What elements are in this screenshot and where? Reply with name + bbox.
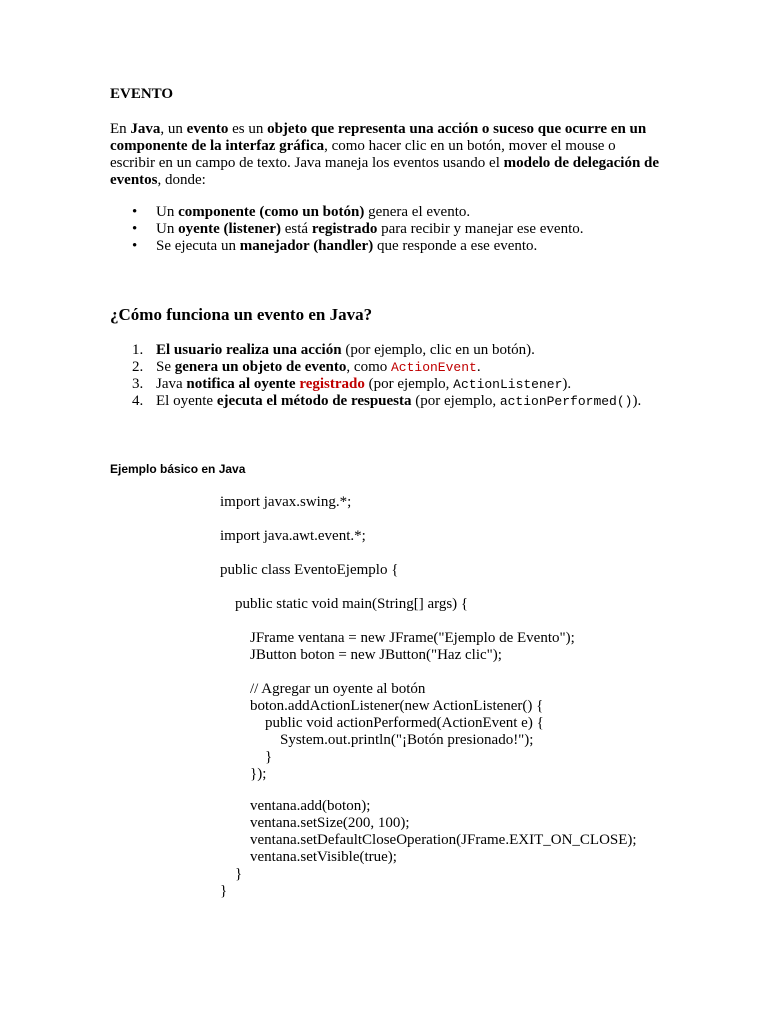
code-line: System.out.println("¡Botón presionado!"); <box>220 732 534 748</box>
step-text: Java <box>156 376 187 392</box>
intro-objeto: objeto que representa una acción o suceso que ocurre en un componente de la interfaz gráfica <box>110 121 647 154</box>
list-item <box>110 342 662 359</box>
bullet-bold: registrado <box>311 221 378 237</box>
step-code: ActionEvent <box>390 360 477 375</box>
list-item <box>110 376 662 393</box>
bullet-icon: • <box>132 204 138 220</box>
step-text: ). <box>632 393 642 409</box>
code-line: ventana.setVisible(true); <box>220 849 397 865</box>
step-text: (por ejemplo, clic en un botón). <box>341 342 535 358</box>
step-text: (por ejemplo, <box>411 393 500 409</box>
code-line: JFrame ventana = new JFrame("Ejemplo de Evento"); <box>220 630 575 646</box>
bullet-text: Un <box>156 221 179 237</box>
bullet-bold: manejador (handler) <box>239 238 374 254</box>
code-line: ventana.setSize(200, 100); <box>220 815 410 831</box>
code-line: JButton boton = new JButton("Haz clic"); <box>220 647 502 663</box>
bullet-bold: componente (como un botón) <box>178 204 365 220</box>
step-text: El oyente <box>156 393 217 409</box>
list-item <box>110 393 662 410</box>
code-line: public static void main(String[] args) { <box>220 596 469 612</box>
bullet-text: está <box>280 221 312 237</box>
example-title: Ejemplo básico en Java <box>110 462 246 476</box>
intro-evento: evento <box>186 121 229 137</box>
list-item <box>110 359 662 376</box>
intro-text-3: es un <box>228 121 268 137</box>
step-number: 4. <box>132 393 144 409</box>
intro-java: Java <box>130 121 161 137</box>
step-bold: notifica al oyente <box>186 376 296 392</box>
bullet-bold: oyente (listener) <box>178 221 281 237</box>
step-text: . <box>476 359 481 375</box>
step-text: ). <box>562 376 572 392</box>
bullet-text: Se ejecuta un <box>156 238 240 254</box>
step-bold-red: registrado <box>299 376 365 392</box>
page-heading: EVENTO <box>110 86 174 102</box>
intro-text-5: , donde: <box>157 172 206 188</box>
step-code: ActionListener <box>453 377 563 392</box>
step-text: (por ejemplo, <box>364 376 454 392</box>
bullet-icon: • <box>132 238 138 254</box>
code-line: public class EventoEjemplo { <box>220 562 399 578</box>
intro-text-1: En <box>110 121 131 137</box>
intro-modelo: modelo de delegación de eventos <box>110 155 660 188</box>
bullet-text: para recibir y manejar ese evento. <box>377 221 584 237</box>
step-number: 1. <box>132 342 144 358</box>
code-line: } <box>220 883 228 899</box>
code-line: }); <box>220 766 267 782</box>
step-text: , como <box>346 359 391 375</box>
code-line: // Agregar un oyente al botón <box>220 681 426 697</box>
step-bold: genera un objeto de evento <box>174 359 347 375</box>
code-line: import java.awt.event.*; <box>220 528 366 544</box>
code-line: ventana.setDefaultCloseOperation(JFrame.EXIT_ON_CLOSE); <box>220 832 637 848</box>
code-line: import javax.swing.*; <box>220 494 352 510</box>
section-title: ¿Cómo funciona un evento en Java? <box>110 305 373 324</box>
steps-list <box>110 342 662 410</box>
step-bold: El usuario realiza una acción <box>156 342 342 358</box>
intro-text-4: , como hacer clic en un botón, mover el mouse o escribir en un campo de texto. Java maneja los eventos usando el <box>110 138 616 171</box>
step-code: actionPerformed() <box>499 394 633 409</box>
code-line: } <box>220 749 273 765</box>
bullet-text: genera el evento. <box>364 204 471 220</box>
step-number: 3. <box>132 376 144 392</box>
intro-text-2: , un <box>160 121 187 137</box>
code-line: public void actionPerformed(ActionEvent e) { <box>220 715 544 731</box>
bullet-text: Un <box>156 204 179 220</box>
code-line: ventana.add(boton); <box>220 798 371 814</box>
step-number: 2. <box>132 359 144 375</box>
bullet-text: que responde a ese evento. <box>373 238 538 254</box>
step-text: Se <box>156 359 175 375</box>
code-line: } <box>220 866 243 882</box>
bullet-icon: • <box>132 221 138 237</box>
step-bold: ejecuta el método de respuesta <box>216 393 412 409</box>
code-line: boton.addActionListener(new ActionListener() { <box>220 698 544 714</box>
